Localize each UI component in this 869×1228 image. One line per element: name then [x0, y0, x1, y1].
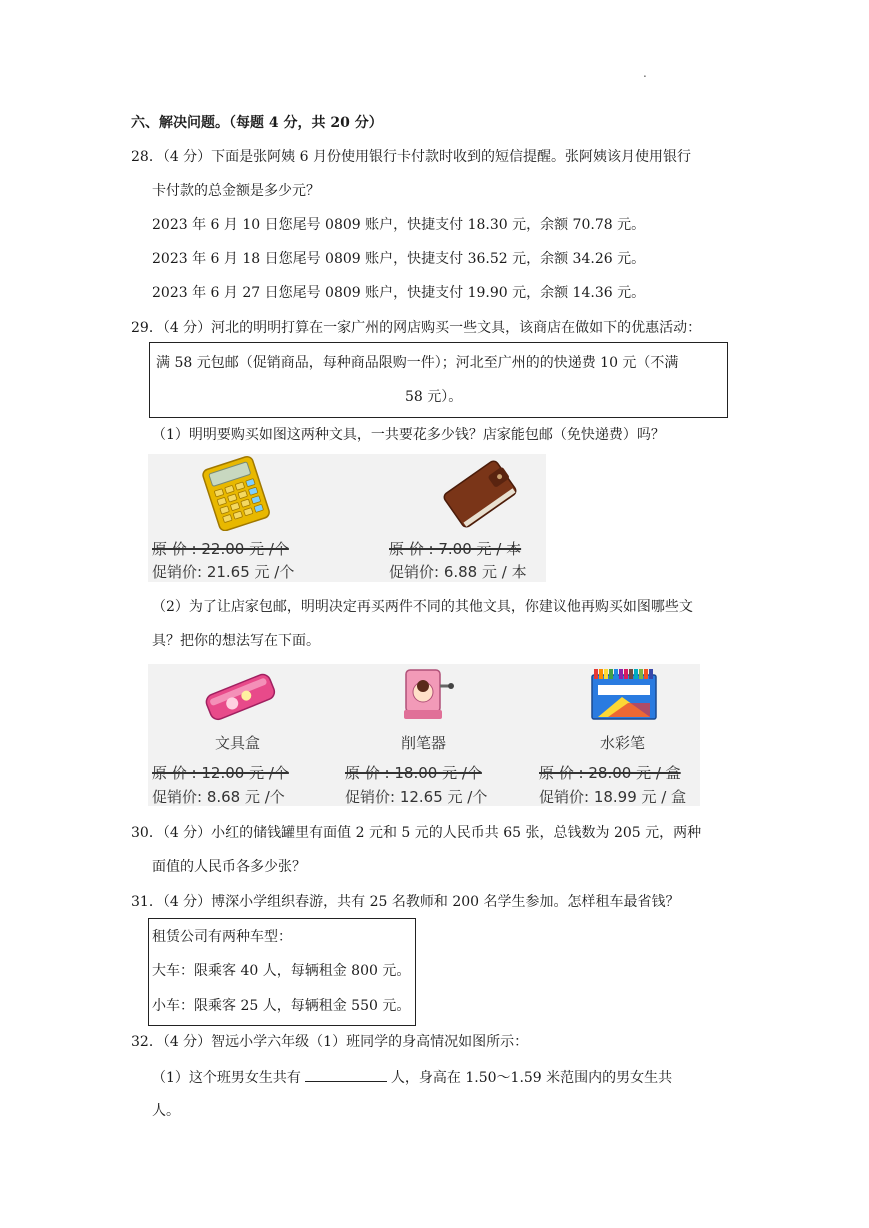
pencil-case-sale-price: 促销价: 8.68 元 /个: [152, 788, 285, 806]
watercolor-pens-icon: [588, 667, 660, 725]
q30-text-line1: 30．（4 分）小红的储钱罐里有面值 2 元和 5 元的人民币共 65 张，总钱数为 205 元，两种: [131, 825, 702, 841]
notebook-original-price: 原 价 : 7.00 元 / 本: [389, 540, 522, 558]
corner-mark: .: [643, 66, 647, 80]
q28-sms-3: 2023 年 6 月 27 日您尾号 0809 账户，快捷支付 19.90 元，余额 14.36 元。: [152, 285, 646, 301]
q31-text-line1: 31．（4 分）博深小学组织春游，共有 25 名教师和 200 名学生参加。怎样租车最省钱？: [131, 894, 680, 910]
q29-part2-line1: （2）为了让店家包邮，明明决定再买两件不同的其他文具，你建议他再购买如图哪些文: [152, 599, 693, 615]
pencil-case-original-price: 原 价 : 12.00 元 /个: [152, 764, 289, 782]
promo-line1: 满 58 元包邮（促销商品，每种商品限购一件）；河北至广州的的快递费 10 元（不满: [156, 355, 679, 371]
calculator-icon: [196, 455, 280, 531]
q28-sms-1: 2023 年 6 月 10 日您尾号 0809 账户，快捷支付 18.30 元，余额 70.78 元。: [152, 217, 646, 233]
pencil-sharpener-name: 削笔器: [401, 734, 447, 752]
calculator-original-price: 原 价 : 22.00 元 /个: [152, 540, 289, 558]
calculator-sale-price: 促销价: 21.65 元 /个: [152, 563, 295, 581]
q32-part1-suffix: 人，身高在 1.50～1.59 米范围内的男女生共: [390, 1070, 673, 1086]
q32-text-line1: 32．（4 分）智远小学六年级（1）班同学的身高情况如图所示：: [131, 1034, 529, 1050]
q28-text-line1: 28．（4 分）下面是张阿姨 6 月份使用银行卡付款时收到的短信提醒。张阿姨该月使用银行: [131, 149, 691, 165]
notebook-sale-price: 促销价: 6.88 元 / 本: [389, 563, 527, 581]
q30-text-line2: 面值的人民币各多少张？: [152, 859, 306, 875]
pencil-sharpener-original-price: 原 价 : 18.00 元 /个: [345, 764, 482, 782]
rental-info-box: [148, 918, 416, 1026]
watercolor-pens-name: 水彩笔: [600, 734, 646, 752]
rental-info-title: 租赁公司有两种车型：: [152, 929, 292, 945]
notebook-icon: [438, 458, 522, 530]
q29-text-line1: 29．（4 分）河北的明明打算在一家广州的网店购买一些文具，该商店在做如下的优惠活动：: [131, 320, 702, 336]
q29-part1: （1）明明要购买如图这两种文具，一共要花多少钱？店家能包邮（免快递费）吗？: [152, 427, 665, 443]
q28-text-line2: 卡付款的总金额是多少元？: [152, 183, 320, 199]
promo-line2: 58 元）。: [405, 389, 463, 405]
rental-info-small-bus: 小车：限乘客 25 人，每辆租金 550 元。: [152, 998, 411, 1014]
q32-part1-prefix: （1）这个班男女生共有: [152, 1070, 301, 1086]
promo-box: [149, 342, 728, 418]
answer-blank-total[interactable]: [305, 1067, 387, 1082]
pencil-case-icon: [200, 670, 280, 722]
section-title: 六、解决问题。（每题 4 分，共 20 分）: [131, 115, 383, 131]
q32-part1: [152, 1067, 672, 1088]
q29-part2-line2: 具？把你的想法写在下面。: [152, 633, 320, 649]
pencil-case-name: 文具盒: [215, 734, 261, 752]
watercolor-pens-sale-price: 促销价: 18.99 元 / 盒: [539, 788, 687, 806]
pencil-sharpener-sale-price: 促销价: 12.65 元 /个: [345, 788, 488, 806]
rental-info-large-bus: 大车：限乘客 40 人，每辆租金 800 元。: [152, 963, 411, 979]
q28-sms-2: 2023 年 6 月 18 日您尾号 0809 账户，快捷支付 36.52 元，余额 34.26 元。: [152, 251, 646, 267]
pencil-sharpener-icon: [394, 664, 456, 726]
q32-part1-end: 人。: [152, 1103, 180, 1119]
watercolor-pens-original-price: 原 价 : 28.00 元 / 盒: [539, 764, 681, 782]
